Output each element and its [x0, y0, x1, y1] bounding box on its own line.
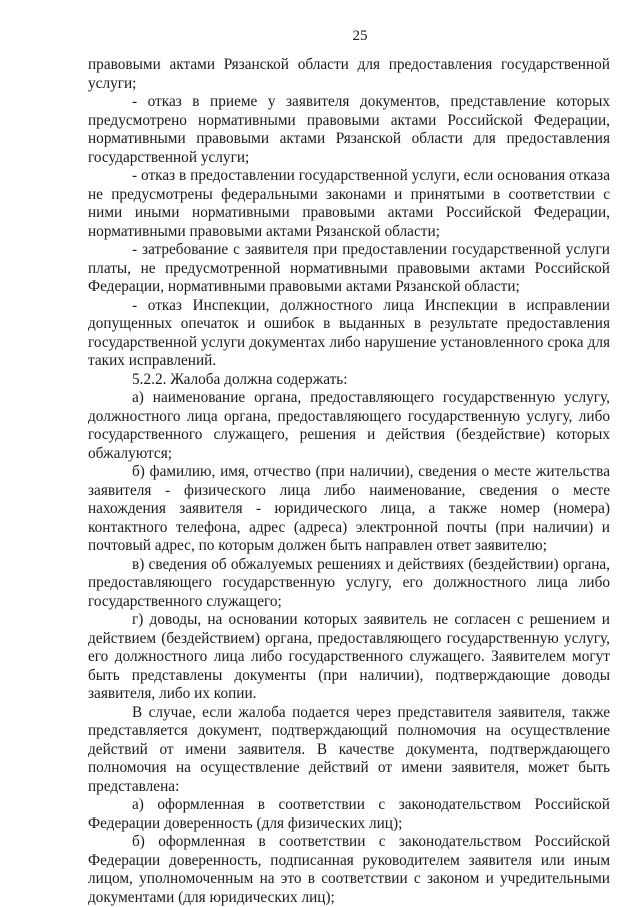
paragraph: правовыми актами Рязанской области для предоставления государственной услуги; [88, 56, 610, 92]
paragraph: г) доводы, на основании которых заявитель не согласен с решением и действием (бездействием) органа, предоставляющего государственную услугу, его должностного лица либо государственного служащего. Заявителем могут быть представлены документы (при наличии), подтверждающие доводы заявителя, либо их копии. [88, 611, 610, 702]
paragraph: - затребование с заявителя при предоставлении государственной услуги платы, не предусмотренной нормативными правовыми актами Российской Федерации, нормативными правовыми актами Рязанской области; [88, 241, 610, 295]
paragraph: а) оформленная в соответствии с законодательством Российской Федерации доверенность (для физических лиц); [88, 796, 610, 832]
paragraph: - отказ в приеме у заявителя документов, представление которых предусмотрено нормативными правовыми актами Российской Федерации, нормативными правовыми актами Рязанской области для предоставления государственной услуги; [88, 93, 610, 166]
paragraph: а) наименование органа, предоставляющего государственную услугу, должностного лица органа, предоставляющего государственную услугу, либо государственного служащего, решения и действия (бездействие) которых обжалуются; [88, 389, 610, 462]
paragraph: б) фамилию, имя, отчество (при наличии), сведения о месте жительства заявителя - физического лица либо наименование, сведения о месте нахождения заявителя - юридического лица, а также номер (номера) контактного телефона, адрес (адреса) электронной почты (при наличии) и почтовый адрес, по которым должен быть направлен ответ заявителю; [88, 463, 610, 554]
page-number: 25 [352, 28, 368, 44]
paragraph: в) сведения об обжалуемых решениях и действиях (бездействии) органа, предоставляющего государственную услугу, его должностного лица либо государственного служащего; [88, 555, 610, 610]
section-heading: 5.2.2. Жалоба должна содержать: [132, 370, 348, 388]
paragraph: - отказ в предоставлении государственной услуги, если основания отказа не предусмотрены федеральными законами и принятыми в соответствии с ними иными нормативными правовыми актами Российской Федерации, нормативными правовыми актами Рязанской области; [88, 167, 610, 240]
paragraph: В случае, если жалоба подается через представителя заявителя, также представляется документ, подтверждающий полномочия на осуществление действий от имени заявителя. В качестве документа, подтверждающего полномочия на осуществление действий от имени заявителя, может быть представлена: [88, 703, 610, 795]
document-body [88, 56, 610, 907]
paragraph: - отказ Инспекции, должностного лица Инспекции в исправлении допущенных опечаток и ошибок в выданных в результате предоставления государственной услуги документах либо нарушение установленного срока для таких исправлений. [88, 296, 610, 369]
paragraph: б) оформленная в соответствии с законодательством Российской Федерации доверенность, подписанная руководителем заявителя или иным лицом, уполномоченным на это в соответствии с законом и учредительными документами (для юридических лиц); [88, 833, 610, 906]
